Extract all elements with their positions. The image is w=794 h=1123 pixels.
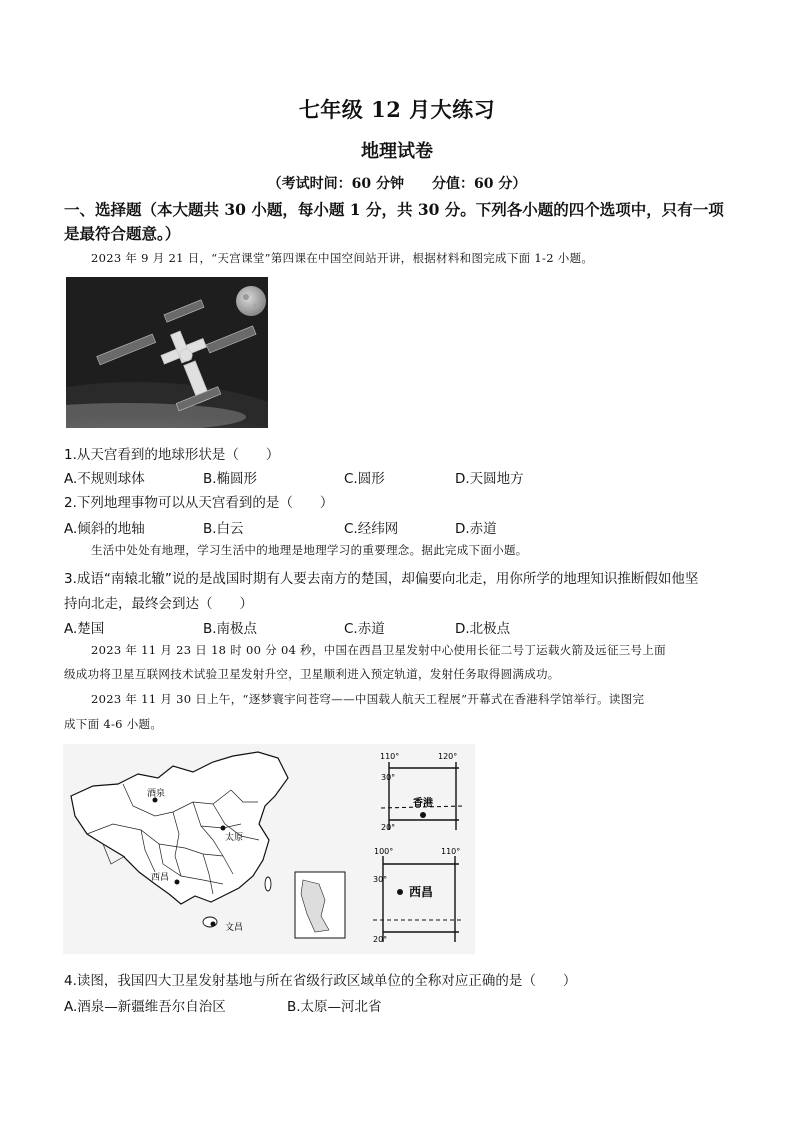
q3-option-a[interactable]: A.楚国 bbox=[64, 621, 105, 637]
inset1-city: 香港 bbox=[413, 798, 433, 809]
map-city-taiyuan: 太原 bbox=[225, 833, 244, 843]
inset1-lon-label-2: 120° bbox=[438, 752, 458, 761]
q3-option-d[interactable]: D.北极点 bbox=[455, 621, 511, 637]
intro-text-4-line2: 成下面 4-6 小题。 bbox=[64, 717, 163, 731]
q4-option-a[interactable]: A.酒泉—新疆维吾尔自治区 bbox=[64, 999, 226, 1015]
inset1-lat-label-2: 20° bbox=[381, 823, 396, 832]
question-4-stem: 4.读图，我国四大卫星发射基地与所在省级行政区域单位的全称对应正确的是（ ） bbox=[64, 973, 577, 989]
q1-option-a[interactable]: A.不规则球体 bbox=[64, 471, 145, 487]
inset2-lat-label-1: 30° bbox=[373, 875, 388, 884]
q2-option-d[interactable]: D.赤道 bbox=[455, 521, 497, 537]
question-3-stem-line2: 持向北走，最终会到达（ ） bbox=[64, 596, 253, 612]
inset2-lon-label-1: 100° bbox=[374, 847, 394, 856]
q2-option-a[interactable]: A.倾斜的地轴 bbox=[64, 521, 145, 537]
exam-subject: 地理试卷 bbox=[361, 141, 433, 162]
inset2-lon-label-2: 110° bbox=[441, 847, 461, 856]
q1-option-c[interactable]: C.圆形 bbox=[344, 471, 385, 487]
inset1-lat-label-1: 30° bbox=[381, 773, 396, 782]
intro-text-2: 生活中处处有地理，学习生活中的地理是地理学习的重要理念。据此完成下面小题。 bbox=[91, 543, 528, 557]
china-map-figure bbox=[63, 744, 475, 954]
intro-text-1: 2023 年 9 月 21 日，“天宫课堂”第四课在中国空间站开讲，根据材料和图完成下面 1-2 小题。 bbox=[91, 251, 594, 265]
intro-text-4-line1: 2023 年 11 月 30 日上午，“逐梦寰宇问苍穹——中国载人航天工程展”开幕式在香港科学馆举行。读图完 bbox=[91, 692, 645, 706]
map-city-wenchang: 文昌 bbox=[225, 923, 244, 933]
inset1-lon-label-1: 110° bbox=[380, 752, 400, 761]
question-3-stem-line1: 3.成语“南辕北辙”说的是战国时期有人要去南方的楚国，却偏要向北走，用你所学的地理知识推断假如他坚 bbox=[64, 571, 699, 587]
space-station-photo bbox=[66, 277, 268, 428]
intro-text-3-line2: 级成功将卫星互联网技术试验卫星发射升空，卫星顺利进入预定轨道，发射任务取得圆满成功。 bbox=[64, 667, 560, 681]
q2-option-b[interactable]: B.白云 bbox=[203, 521, 244, 537]
map-city-xichang: 西昌 bbox=[151, 873, 170, 883]
q2-option-c[interactable]: C.经纬网 bbox=[344, 521, 399, 537]
question-2-stem: 2.下列地理事物可以从天宫看到的是（ ） bbox=[64, 495, 334, 511]
exam-title: 七年级 12 月大练习 bbox=[298, 97, 496, 122]
intro-text-3-line1: 2023 年 11 月 23 日 18 时 00 分 04 秒，中国在西昌卫星发射中心使用长征二号丁运载火箭及远征三号上面 bbox=[91, 643, 666, 657]
q1-option-d[interactable]: D.天圆地方 bbox=[455, 471, 524, 487]
q3-option-c[interactable]: C.赤道 bbox=[344, 621, 385, 637]
inset2-lat-label-2: 20° bbox=[373, 935, 388, 944]
map-city-jiuquan: 酒泉 bbox=[147, 789, 166, 799]
inset2-city: 西昌 bbox=[409, 885, 434, 899]
q1-option-b[interactable]: B.椭圆形 bbox=[203, 471, 258, 487]
question-1-stem: 1.从天宫看到的地球形状是（ ） bbox=[64, 447, 280, 463]
exam-info: （考试时间：60 分钟 分值：60 分） bbox=[267, 176, 527, 192]
q4-option-b[interactable]: B.太原—河北省 bbox=[287, 999, 382, 1015]
section-heading-line1: 一、选择题（本大题共 30 小题，每小题 1 分，共 30 分。下列各小题的四个选项中，只有一项 bbox=[64, 200, 724, 219]
q3-option-b[interactable]: B.南极点 bbox=[203, 621, 258, 637]
section-heading-line2: 是最符合题意。） bbox=[64, 224, 181, 243]
